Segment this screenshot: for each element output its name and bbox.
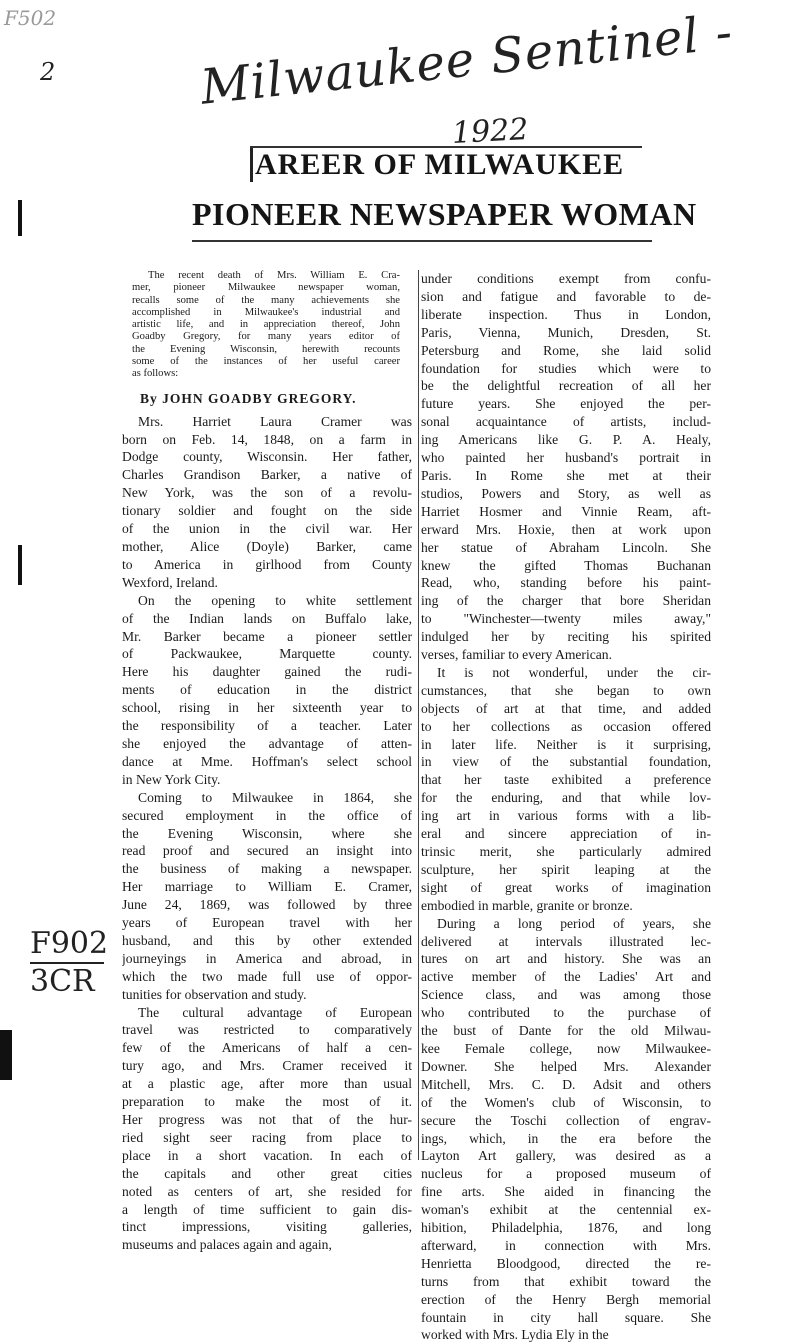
text-line: studios, Powers and Story, as well as bbox=[421, 485, 711, 501]
text-line: It is not wonderful, under the cir- bbox=[437, 664, 711, 680]
text-line: Charles Grandison Barker, a native of bbox=[122, 467, 412, 483]
handwritten-page-number: 2 bbox=[40, 58, 56, 86]
text-line: artistic life, and in appreciation thereof, John bbox=[132, 319, 400, 331]
text-line: which the two made full use of oppor- bbox=[122, 968, 412, 984]
text-line: embodied in marble, granite or bronze. bbox=[421, 897, 633, 913]
text-line: Harriet Hosmer and Vinnie Ream, aft- bbox=[421, 503, 711, 519]
handwritten-source: Milwaukee Sentinel - bbox=[198, 4, 736, 116]
text-line: as follows: bbox=[132, 368, 179, 380]
right-column-text bbox=[421, 270, 711, 1344]
text-line: Science class, and was among those bbox=[421, 987, 711, 1003]
text-line: of the Indian lands on Buffalo lake, bbox=[122, 610, 412, 626]
text-line: to her collections as occasion offered bbox=[421, 718, 711, 734]
corner-archive-mark: F502 bbox=[4, 6, 57, 30]
text-line: cumstances, that she began to own bbox=[421, 682, 711, 698]
text-line: school, rising in her sixteenth year to bbox=[122, 700, 412, 716]
text-line: afterward, in connection with Mrs. bbox=[421, 1237, 711, 1253]
text-line: the capitals and other great cities bbox=[122, 1165, 412, 1181]
article-column-right bbox=[418, 270, 711, 1343]
article-intro bbox=[122, 270, 412, 381]
text-line: Here his daughter gained the rudi- bbox=[122, 664, 412, 680]
text-line: hibition, Philadelphia, 1876, and long bbox=[421, 1220, 711, 1236]
text-line: sculpture, her spirit leaping at the bbox=[421, 861, 711, 877]
text-line: turns from that exhibit toward the bbox=[421, 1273, 711, 1289]
text-line: June 24, 1869, was followed by three bbox=[122, 897, 412, 913]
text-line: During a long period of years, she bbox=[437, 915, 711, 931]
text-line: she enjoyed the advantage of atten- bbox=[122, 735, 412, 751]
text-line: in view of the substantial foundation, bbox=[421, 754, 711, 770]
text-line: tures on art and history. She was an bbox=[421, 951, 711, 967]
text-line: recalls some of the many achievements she bbox=[132, 294, 400, 306]
headline-line-1: AREER OF MILWAUKEE bbox=[250, 148, 624, 182]
text-line: of the union in the civil war. Her bbox=[122, 521, 412, 537]
scan-edge-mark bbox=[0, 1030, 12, 1080]
text-line: future years. She enjoyed the per- bbox=[421, 396, 711, 412]
text-line: sight of great works of imagination bbox=[421, 879, 711, 895]
text-line: ing art in various forms with a lib- bbox=[421, 808, 711, 824]
text-line: Layton Art gallery, was desired as a bbox=[421, 1148, 711, 1164]
text-line: of Packwaukee, Marquette county. bbox=[122, 646, 412, 662]
text-line: fountain in city hall square. She bbox=[421, 1309, 711, 1325]
text-line: ing of the charger that bore Sheridan bbox=[421, 593, 711, 609]
text-line: Her marriage to William E. Cramer, bbox=[122, 879, 412, 895]
text-line: On the opening to white settlement bbox=[138, 592, 412, 608]
text-line: born on Feb. 14, 1848, on a farm in bbox=[122, 431, 412, 447]
text-line: Paris, Vienna, Munich, Dresden, St. bbox=[421, 324, 711, 340]
text-line: The cultural advantage of European bbox=[138, 1004, 412, 1020]
text-line: tinct impressions, visiting galleries, bbox=[122, 1219, 412, 1235]
text-line: Mrs. Harriet Laura Cramer was bbox=[138, 413, 412, 429]
text-line: preparation to make the most of it. bbox=[122, 1094, 412, 1110]
text-line: Paris. In Rome she met at their bbox=[421, 467, 711, 483]
text-line: woman's exhibit at the centennial ex- bbox=[421, 1202, 711, 1218]
text-line: dance at Mme. Hoffman's select school bbox=[122, 753, 412, 769]
text-line: mer, pioneer Milwaukee newspaper woman, bbox=[132, 282, 400, 294]
text-line: trinsic merit, she particularly admired bbox=[421, 844, 711, 859]
margin-mark bbox=[18, 200, 22, 236]
text-line: Goadby Gregory, for many years editor of bbox=[132, 331, 400, 343]
text-line: place in a short vacation. In each of bbox=[122, 1147, 412, 1163]
text-line: Dodge county, Wisconsin. Her father, bbox=[122, 449, 412, 465]
text-line: Mr. Barker became a pioneer settler bbox=[122, 628, 412, 644]
text-line: the business of making a newspaper. bbox=[122, 861, 412, 877]
headline-bottom-rule bbox=[192, 240, 652, 242]
text-line: read proof and secured an insight into bbox=[122, 843, 412, 859]
text-line: that her taste exhibited a preference bbox=[421, 772, 711, 788]
text-line: secure the Toschi collection of engrav- bbox=[421, 1112, 711, 1128]
text-line: tunities for observation and study. bbox=[122, 986, 307, 1002]
text-line: Petersburg and Rome, she laid solid bbox=[421, 342, 711, 358]
margin-mark bbox=[18, 545, 22, 585]
text-line: sion and fatigue and favorable to de- bbox=[421, 288, 711, 304]
text-line: a length of time sufficient to gain dis- bbox=[122, 1201, 412, 1217]
text-line: to "Winchester—twenty miles away," bbox=[421, 611, 711, 627]
handwritten-year: 1922 bbox=[451, 112, 530, 151]
text-line: erection of the Henry Bergh memorial bbox=[421, 1291, 711, 1307]
left-column-text bbox=[122, 413, 412, 1255]
text-line: mother, Alice (Doyle) Barker, came bbox=[122, 539, 412, 555]
text-line: in later life. Neither is it surprising, bbox=[421, 736, 711, 752]
text-line: some of the instances of her useful career bbox=[132, 356, 400, 368]
text-line: the Evening Wisconsin, herewith recounts bbox=[132, 343, 400, 355]
text-line: indulged her by reciting his spirited bbox=[421, 629, 711, 645]
article-column-left bbox=[122, 270, 412, 1254]
text-line: objects of art at that time, and added bbox=[421, 700, 711, 716]
text-line: worked with Mrs. Lydia Ely in the bbox=[421, 1327, 609, 1343]
text-line: foundation for studies which were to bbox=[421, 360, 711, 376]
text-line: years of European travel with her bbox=[122, 915, 412, 931]
text-line: Coming to Milwaukee in 1864, she bbox=[138, 789, 412, 805]
text-line: journeyings in America and abroad, in bbox=[122, 950, 412, 966]
text-line: secured employment in the office of bbox=[122, 807, 412, 823]
text-line: verses, familiar to every American. bbox=[421, 647, 612, 663]
text-line: travel was restricted to comparatively bbox=[122, 1022, 412, 1038]
headline-line-2: PIONEER NEWSPAPER WOMAN bbox=[192, 196, 697, 232]
text-line: accomplished in Milwaukee's industrial and bbox=[132, 306, 400, 318]
text-line: husband, and this by other extended bbox=[122, 932, 412, 948]
text-line: fine arts. She aided in financing the bbox=[421, 1184, 711, 1200]
text-line: be the delightful recreation of all her bbox=[421, 378, 711, 394]
text-line: who painted her husband's portrait in bbox=[421, 450, 711, 466]
handwritten-file-code bbox=[30, 928, 108, 997]
text-line: under conditions exempt from confu- bbox=[421, 271, 711, 286]
text-line: ments of education in the district bbox=[122, 682, 412, 698]
text-line: Mitchell, Mrs. C. D. Adsit and others bbox=[421, 1076, 711, 1092]
text-line: who contributed to the purchase of bbox=[421, 1005, 711, 1021]
text-line: liberate inspection. Thus in London, bbox=[421, 306, 711, 322]
text-line: tury ago, and Mrs. Cramer received it bbox=[122, 1058, 412, 1074]
text-line: Downer. She helped Mrs. Alexander bbox=[421, 1058, 711, 1074]
text-line: delivered at intervals illustrated lec- bbox=[421, 933, 711, 949]
text-line: knew the gifted Thomas Buchanan bbox=[421, 557, 711, 573]
text-line: The recent death of Mrs. William E. Cra- bbox=[148, 270, 400, 281]
text-line: ings, which, in the era before the bbox=[421, 1130, 711, 1146]
text-line: New York, was the son of a revolu- bbox=[122, 485, 412, 501]
text-line: Henrietta Bloodgood, directed the re- bbox=[421, 1255, 711, 1271]
text-line: tionary soldier and fought on the side bbox=[122, 503, 412, 519]
text-line: ried sight seer racing from place to bbox=[122, 1129, 412, 1145]
text-line: of the Women's club of Wisconsin, to bbox=[421, 1094, 711, 1110]
text-line: kee Female college, now Milwaukee- bbox=[421, 1040, 711, 1056]
text-line: at a plastic age, after more than usual bbox=[122, 1076, 412, 1092]
text-line: the bust of Dante for the old Milwau- bbox=[421, 1023, 711, 1039]
text-line: in New York City. bbox=[122, 771, 221, 787]
text-line: Her progress was not that of the hur- bbox=[122, 1112, 412, 1128]
byline: By JOHN GOADBY GREGORY. bbox=[140, 390, 357, 406]
text-line: erward Mrs. Hoxie, then at work upon bbox=[421, 521, 711, 537]
text-line: sonal acquaintance of artists, includ- bbox=[421, 414, 711, 430]
file-code-bottom: 3CR bbox=[30, 963, 95, 999]
text-line: the responsibility of a teacher. Later bbox=[122, 718, 412, 734]
text-line: for the enduring, and that while lov- bbox=[421, 790, 711, 806]
text-line: the Evening Wisconsin, where she bbox=[122, 825, 412, 841]
text-line: few of the Americans of half a cen- bbox=[122, 1040, 412, 1056]
text-line: nucleus for a proposed museum of bbox=[421, 1166, 711, 1182]
text-line: museums and palaces again and again, bbox=[122, 1237, 332, 1253]
text-line: ing Americans like G. P. A. Healy, bbox=[421, 432, 711, 448]
text-line: eral and sincere appreciation of in- bbox=[421, 826, 711, 842]
text-line: active member of the Ladies' Art and bbox=[421, 969, 711, 985]
text-line: her statue of Abraham Lincoln. She bbox=[421, 539, 711, 555]
text-line: Wexford, Ireland. bbox=[122, 574, 218, 590]
text-line: noted as centers of art, she resided for bbox=[122, 1183, 412, 1199]
text-line: Read, who, standing before his paint- bbox=[421, 575, 711, 591]
text-line: to America in girlhood from County bbox=[122, 556, 412, 572]
file-code-top: F902 bbox=[30, 926, 109, 961]
